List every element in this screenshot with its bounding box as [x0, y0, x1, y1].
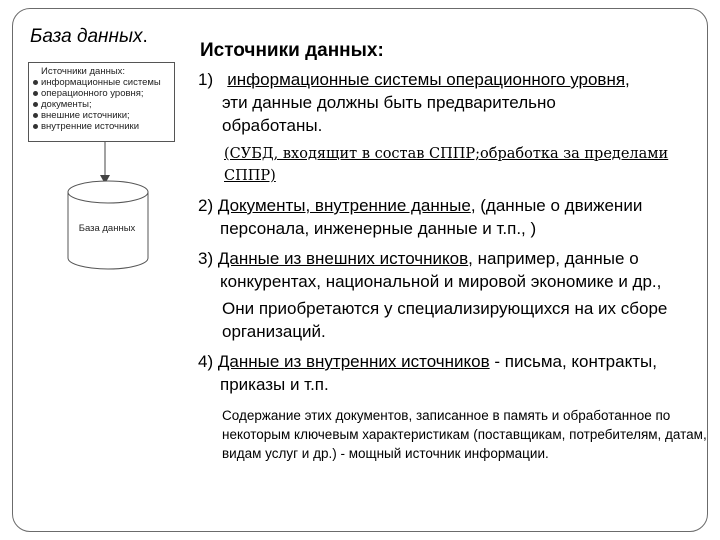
subnote-dbms: (СУБД, входящит в состав СППР;обработка за пределами СППР): [224, 146, 669, 184]
sources-list-item: документы;: [33, 99, 170, 110]
sources-box: [28, 62, 175, 142]
sources-list-item: внешние источники;: [33, 110, 170, 121]
note-external: Они приобретаются у специализирующихся на их сборе организаций.: [222, 299, 668, 341]
list-item-1: 1) информационные системы операционного уровня, эти данные должны быть предварительно обработаны. (СУБД, входящит в состав СППР;обработка за пределами СППР): [198, 68, 710, 187]
cylinder-label: База данных: [78, 223, 136, 234]
down-arrow-icon: [95, 142, 115, 184]
sources-list-item: информационные системы: [33, 77, 170, 88]
main-content: [198, 40, 710, 463]
left-title: База данных.: [30, 26, 148, 47]
sources-list-item: внутренние источники: [33, 121, 170, 132]
sources-box-header: Источники данных:: [41, 66, 126, 77]
list-item-4: 4) Данные из внутренних источников - письма, контракты, приказы и т.п. Содержание этих документов, записанное в память и обработанное по некоторым ключевым характеристикам (поставщикам, потребителям, датам, видам услуг и др.) - мощный источник информации.: [198, 350, 710, 463]
sources-list: [33, 77, 170, 132]
note-internal: Содержание этих документов, записанное в память и обработанное по некоторым ключевым характеристикам (поставщикам, потребителям, датам, видам услуг и др.) - мощный источник информации.: [222, 408, 707, 461]
sources-list-item-cont: операционного уровня;: [33, 88, 170, 99]
page-title: Источники данных:: [200, 40, 384, 61]
list-item-2: 2) Документы, внутренние данные, (данные о движении персонала, инженерные данные и т.п., ): [198, 196, 643, 238]
list-item-3: 3) Данные из внешних источников, например, данные о конкурентах, национальной и мировой экономике и др., Они приобретаются у специализирующихся на их сборе организаций.: [198, 247, 710, 343]
